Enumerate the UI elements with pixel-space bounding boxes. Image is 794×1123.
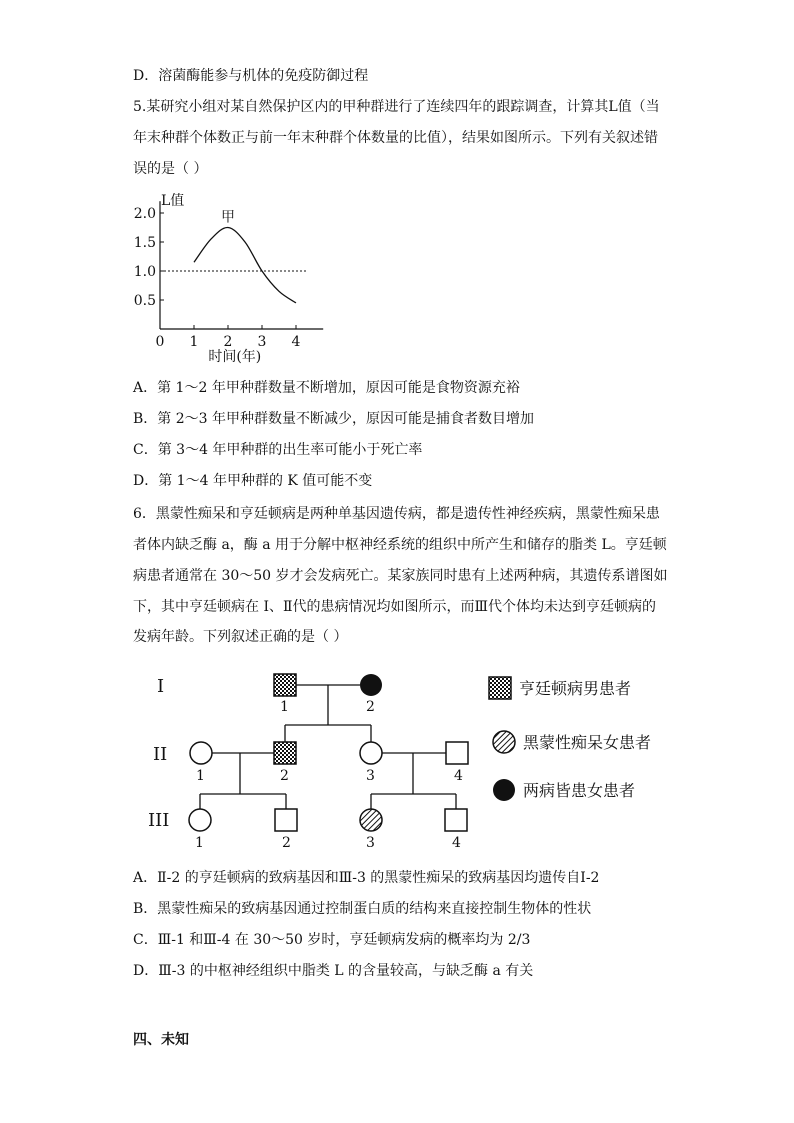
legend-both-diseases-female-symbol (493, 779, 515, 801)
iii-3-amaurotic-female (360, 809, 382, 831)
generation-label-i: I (157, 676, 165, 697)
generation-label-iii: III (148, 810, 170, 831)
section-heading: 四、未知 (133, 1032, 189, 1048)
q6-option-c: C．Ⅲ-1 和Ⅲ-4 在 30～50 岁时，亨廷顿病发病的概率均为 2/3 (133, 932, 531, 948)
x-tick-label: 3 (257, 334, 267, 350)
ii-2-huntington-male (274, 742, 296, 764)
ii-3-label: 3 (366, 768, 375, 784)
q6-option-d: D．Ⅲ-3 的中枢神经组织中脂类 L 的含量较高，与缺乏酶 a 有关 (133, 963, 534, 979)
generation-label-ii: II (153, 744, 168, 765)
ii-4-normal-male (446, 742, 468, 764)
q6-stem-line-2: 者体内缺乏酶 a，酶 a 用于分解中枢神经系统的组织中所产生和储存的脂类 L。亨廷顿 (133, 537, 667, 553)
legend-amaurotic-female-symbol (493, 731, 515, 753)
q5-option-c: C．第 3～4 年甲种群的出生率可能小于死亡率 (133, 442, 423, 458)
iii-4-label: 4 (452, 835, 461, 851)
x-tick-label: 2 (223, 334, 233, 350)
iii-3-label: 3 (366, 835, 375, 851)
ii-4-label: 4 (454, 768, 463, 784)
q5-option-d: D．第 1～4 年甲种群的 K 值可能不变 (133, 473, 373, 489)
y-tick-label: 1.0 (133, 264, 156, 280)
q6-stem-line-5: 发病年龄。下列叙述正确的是（ ） (133, 629, 348, 645)
legend-huntington-male-label: 亨廷顿病男患者 (519, 679, 632, 698)
series-label-jia: 甲 (221, 209, 235, 226)
x-axis-label: 时间(年) (208, 349, 262, 365)
legend-amaurotic-female-label: 黑蒙性痴呆女患者 (523, 733, 652, 752)
iii-1-label: 1 (195, 835, 204, 851)
y-tick-label: 2.0 (133, 206, 156, 222)
x-tick-label: 0 (155, 334, 165, 350)
l-value-chart (125, 185, 345, 365)
legend-huntington-male-symbol (489, 677, 511, 699)
iii-2-normal-male (275, 809, 297, 831)
q6-option-a: A．Ⅱ-2 的亨廷顿病的致病基因和Ⅲ-3 的黑蒙性痴呆的致病基因均遗传自Ⅰ-2 (133, 870, 600, 886)
x-tick-label: 1 (189, 334, 199, 350)
q5-stem-line-3: 误的是（ ） (133, 161, 208, 177)
ii-3-normal-female (360, 742, 382, 764)
i-2-both-diseases-female (360, 674, 382, 696)
q5-option-a: A．第 1～2 年甲种群数量不断增加，原因可能是食物资源充裕 (133, 380, 520, 396)
q5-stem-line-2: 年末种群个体数正与前一年末种群个体数量的比值），结果如图所示。下列有关叙述错 (133, 130, 658, 146)
q5-option-b: B．第 2～3 年甲种群数量不断减少，原因可能是捕食者数目增加 (133, 411, 535, 427)
q6-option-b: B．黑蒙性痴呆的致病基因通过控制蛋白质的结构来直接控制生物体的性状 (133, 901, 592, 917)
i-2-label: 2 (366, 699, 375, 715)
iii-1-normal-female (189, 809, 211, 831)
i-1-label: 1 (280, 699, 289, 715)
q6-stem-line-4: 下，其中亨廷顿病在 I、Ⅱ代的患病情况均如图所示，而Ⅲ代个体均未达到亨廷顿病的 (133, 599, 656, 615)
x-tick-label: 4 (291, 334, 301, 350)
y-tick-label: 0.5 (133, 293, 156, 309)
legend-both-diseases-female-label: 两病皆患女患者 (523, 781, 636, 800)
q6-stem-line-1: 6．黑蒙性痴呆和亨廷顿病是两种单基因遗传病，都是遗传性神经疾病，黑蒙性痴呆患 (133, 506, 660, 522)
y-axis-label: L值 (161, 193, 185, 209)
q6-stem-line-3: 病患者通常在 30～50 岁才会发病死亡。某家族同时患有上述两种病，其遗传系谱图如 (133, 568, 668, 584)
iii-4-normal-male (445, 809, 467, 831)
q5-stem-line-1: 5.某研究小组对某自然保护区内的甲种群进行了连续四年的跟踪调查，计算其L值（当 (133, 99, 660, 115)
ii-1-normal-female (190, 742, 212, 764)
ii-2-label: 2 (280, 768, 289, 784)
i-1-huntington-male (274, 674, 296, 696)
iii-2-label: 2 (282, 835, 291, 851)
q4-option-d: D．溶菌酶能参与机体的免疫防御过程 (133, 68, 369, 84)
pedigree-chart (0, 660, 794, 860)
ii-1-label: 1 (196, 768, 205, 784)
series-line-jia (194, 227, 296, 302)
y-tick-label: 1.5 (133, 235, 156, 251)
